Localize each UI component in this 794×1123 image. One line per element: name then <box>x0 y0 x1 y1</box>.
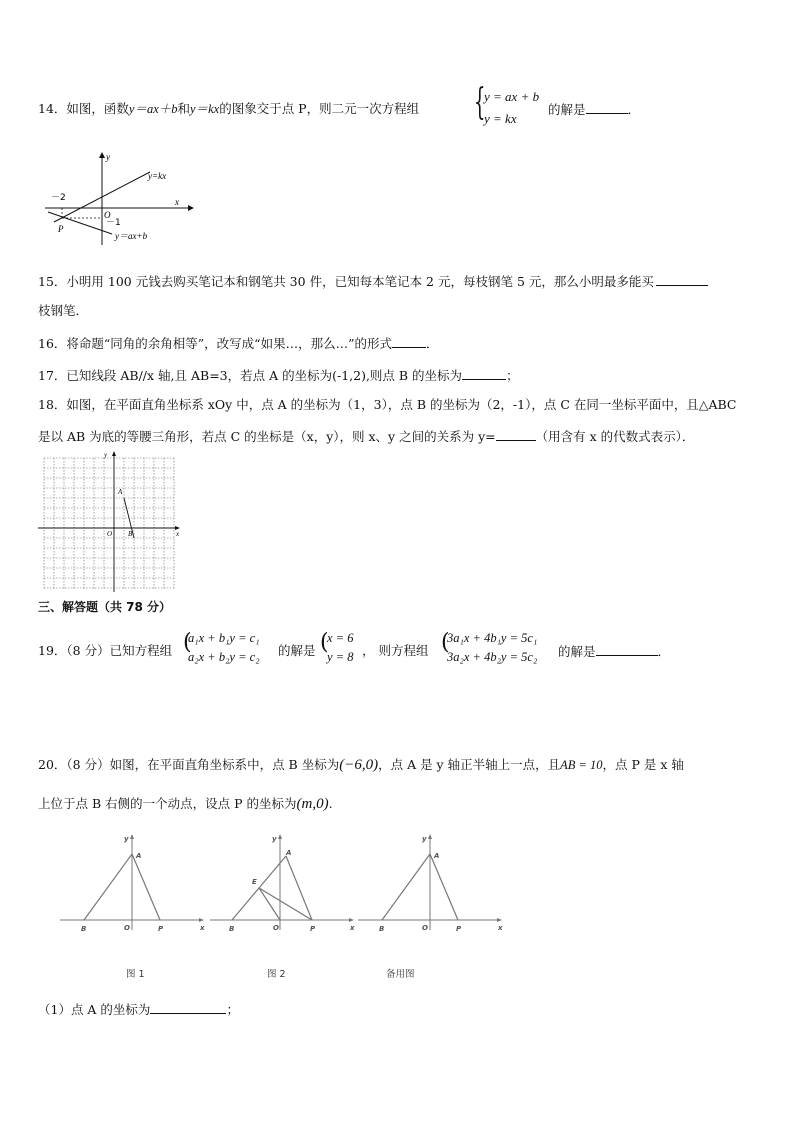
q20-line-2 <box>38 795 333 813</box>
q19-known-row-2: a₂x + b₂y = c₂ <box>188 650 260 664</box>
q14-function-1: y＝ax＋b <box>128 102 178 116</box>
q18-b-label: B <box>128 530 133 538</box>
fig2-y-arrow <box>278 834 282 839</box>
q16-line <box>38 334 438 353</box>
q17-tail: ； <box>506 368 519 383</box>
q14-neg2-label: －2 <box>51 193 66 203</box>
q14-tail: ． <box>627 102 641 117</box>
q14-x-arrow <box>188 205 194 211</box>
fig3-caption: 备用图 <box>386 969 415 980</box>
q19-new-paren: ( <box>441 630 450 655</box>
q20-text-1b: ，点 A 是 y 轴正半轴上一点，且 <box>378 757 561 772</box>
fig2-segment-ap <box>286 856 312 920</box>
q19-then-text: ， 则方程组 <box>362 643 429 658</box>
fig2-p-label: P <box>310 925 316 932</box>
q20-sub-1-tail: ； <box>226 1002 239 1017</box>
q19-new-row-2: 3a₂x + 4b₂y = 5c₂ <box>447 650 538 664</box>
fig1-x-label: x <box>200 924 205 932</box>
q18-text-2b: （用含有 x 的代数式表示）． <box>535 429 695 444</box>
q17-line <box>38 366 519 385</box>
fig1-y-label: y <box>124 835 129 843</box>
fig3-o-label: O <box>422 924 428 932</box>
q18-text-1: 18．如图，在平面直角坐标系 xOy 中，点 A 的坐标为（1，3），点 B 的坐标为（2，-1），点 C 在同一坐标平面中，且△ABC <box>38 397 737 412</box>
q14-system: { y = ax + b y = kx <box>474 86 539 130</box>
q16-answer-blank[interactable] <box>392 334 426 348</box>
q18-answer-blank[interactable] <box>496 427 536 441</box>
fig3-p-label: P <box>456 925 462 932</box>
fig1-caption: 图 1 <box>126 969 145 980</box>
q17-answer-blank[interactable] <box>462 366 506 380</box>
q20-sub-1-text: （1）点 A 的坐标为 <box>38 1002 151 1017</box>
fig1-b-label: B <box>81 925 87 932</box>
q20-sub-1-blank[interactable] <box>150 1000 226 1014</box>
q14-mid-text: 的图象交于点 P，则二元一次方程组 <box>219 101 420 116</box>
q20-text-1c: ，点 P 是 x 轴 <box>602 757 684 772</box>
fig3-a-label: A <box>434 852 440 860</box>
q15-line-2 <box>38 302 88 320</box>
q19-new-row-1: 3a₁x + 4b₁y = 5c₁ <box>447 631 538 645</box>
q14-origin-label: O <box>104 210 111 220</box>
fig3-x-label: x <box>498 924 503 932</box>
fig1-y-arrow <box>130 834 134 839</box>
q14-and: 和 <box>177 101 191 116</box>
q19-sol-text-label: 的解是 <box>278 643 316 658</box>
section-3-title: 三、解答题（共 78 分） <box>38 600 172 614</box>
fig2-a-label: A <box>286 849 292 857</box>
q20-point-p: (m,0) <box>296 796 329 812</box>
q20-text-1a: 20．（8 分）如图，在平面直角坐标系中，点 B 坐标为 <box>38 757 340 772</box>
q19-sol-rows <box>327 629 353 667</box>
q18-grid <box>44 458 174 590</box>
q14-line <box>38 100 419 118</box>
fig1-p-label: P <box>158 925 164 932</box>
q18-x-label: x <box>176 530 180 538</box>
fig3-y-arrow <box>428 834 432 839</box>
q14-y-label: y <box>106 152 110 162</box>
fig1-x-arrow <box>199 918 204 922</box>
q20-text-2a: 上位于点 B 右侧的一个动点，设点 P 的坐标为 <box>38 796 297 811</box>
fig3-y-label: y <box>422 835 427 843</box>
q15-answer-blank[interactable] <box>656 272 708 286</box>
fig1-segment-ab <box>84 854 132 920</box>
q16-tail: ． <box>425 336 439 351</box>
q20-text-2b: . <box>328 796 333 811</box>
q18-y-label: y <box>104 451 108 459</box>
fig2-segment-ep <box>259 888 312 920</box>
fig2-b-label: B <box>229 925 235 932</box>
q14-system-row-2: y = kx <box>484 111 517 126</box>
q14-system-row-1: y = ax + b <box>484 89 540 104</box>
q14-function-2: y＝kx <box>190 102 220 116</box>
q15-text: 15．小明用 100 元钱去购买笔记本和钢笔共 30 件，已知每本笔记本 2 元，每枝钢笔 5 元，那么小明最多能买 <box>38 274 654 289</box>
q14-neg1-label: －1 <box>106 218 121 228</box>
q20-figure-2 <box>210 832 360 932</box>
q19-sol-row-2: y = 8 <box>327 650 354 664</box>
q19-end <box>558 642 670 661</box>
fig3-segment-ab <box>382 854 430 920</box>
q18-a-label: A <box>118 488 123 496</box>
q20-line-1 <box>38 756 684 774</box>
fig3-x-arrow <box>497 918 502 922</box>
q19-sol-row-1: x = 6 <box>327 631 354 645</box>
q18-grid-graph <box>38 450 183 592</box>
q15-line-1 <box>38 272 708 291</box>
fig1-a-label: A <box>136 852 142 860</box>
q19-end-text: 的解是 <box>558 644 596 659</box>
fig3-b-label: B <box>379 925 385 932</box>
q18-line-1 <box>38 396 737 414</box>
fig2-segment-eo <box>259 888 280 920</box>
q19-then <box>362 642 428 660</box>
q19-sol-text <box>278 642 316 660</box>
fig1-segment-ap <box>132 854 160 920</box>
q16-text: 16．将命题“同角的余角相等”，改写成“如果…，那么…”的形式 <box>38 336 392 351</box>
q14-end <box>548 100 640 119</box>
q14-graph <box>40 150 210 250</box>
q19-known-rows <box>188 629 260 667</box>
q18-origin-label: O <box>107 530 113 538</box>
q19-answer-blank[interactable] <box>596 642 658 656</box>
q20-ab-length: AB = 10 <box>560 758 603 772</box>
q14-axb-label: y＝ax+b <box>115 231 148 241</box>
q18-text-2a: 是以 AB 为底的等腰三角形，若点 C 的坐标是（x，y），则 x、y 之间的关系为 y= <box>38 429 496 444</box>
q14-answer-blank[interactable] <box>586 100 628 114</box>
q19-known-system: ( <box>183 630 192 655</box>
fig3-segment-ap <box>430 854 458 920</box>
q20-figure-3 <box>358 832 508 932</box>
fig2-e-label: E <box>252 878 257 886</box>
q20-sub-1 <box>38 1000 239 1019</box>
q20-point-b: (−6,0) <box>339 757 379 773</box>
q14-kx-label: y=kx <box>148 171 167 181</box>
q14-number-text: 14．如图，函数 <box>38 101 129 116</box>
q14-p-label: P <box>58 224 64 234</box>
fig1-o-label: O <box>124 924 130 932</box>
q17-text: 17．已知线段 AB//x 轴,且 AB=3，若点 A 的坐标为(-1,2),则点 B 的坐标为 <box>38 368 463 383</box>
q19-number <box>38 642 172 660</box>
q15-text-2: 枝钢笔． <box>38 303 89 318</box>
q19-known-row-1: a₁x + b₁y = c₁ <box>188 631 260 645</box>
q14-y-arrow <box>99 152 105 158</box>
q14-x-label: x <box>175 197 179 207</box>
q14-end-text: 的解是 <box>548 102 586 117</box>
q20-figure-1 <box>60 832 210 932</box>
q19-sol-paren: ( <box>320 630 329 655</box>
q19-tail: ． <box>657 644 671 659</box>
fig2-caption: 图 2 <box>267 969 286 980</box>
q19-new-rows <box>447 629 537 667</box>
fig2-o-label: O <box>273 924 279 932</box>
fig2-x-label: x <box>350 924 355 932</box>
fig2-x-arrow <box>349 918 354 922</box>
q18-y-arrow <box>112 451 116 456</box>
fig2-y-label: y <box>272 835 277 843</box>
q18-line-2 <box>38 427 694 446</box>
q19-number-text: 19．（8 分）已知方程组 <box>38 643 173 658</box>
